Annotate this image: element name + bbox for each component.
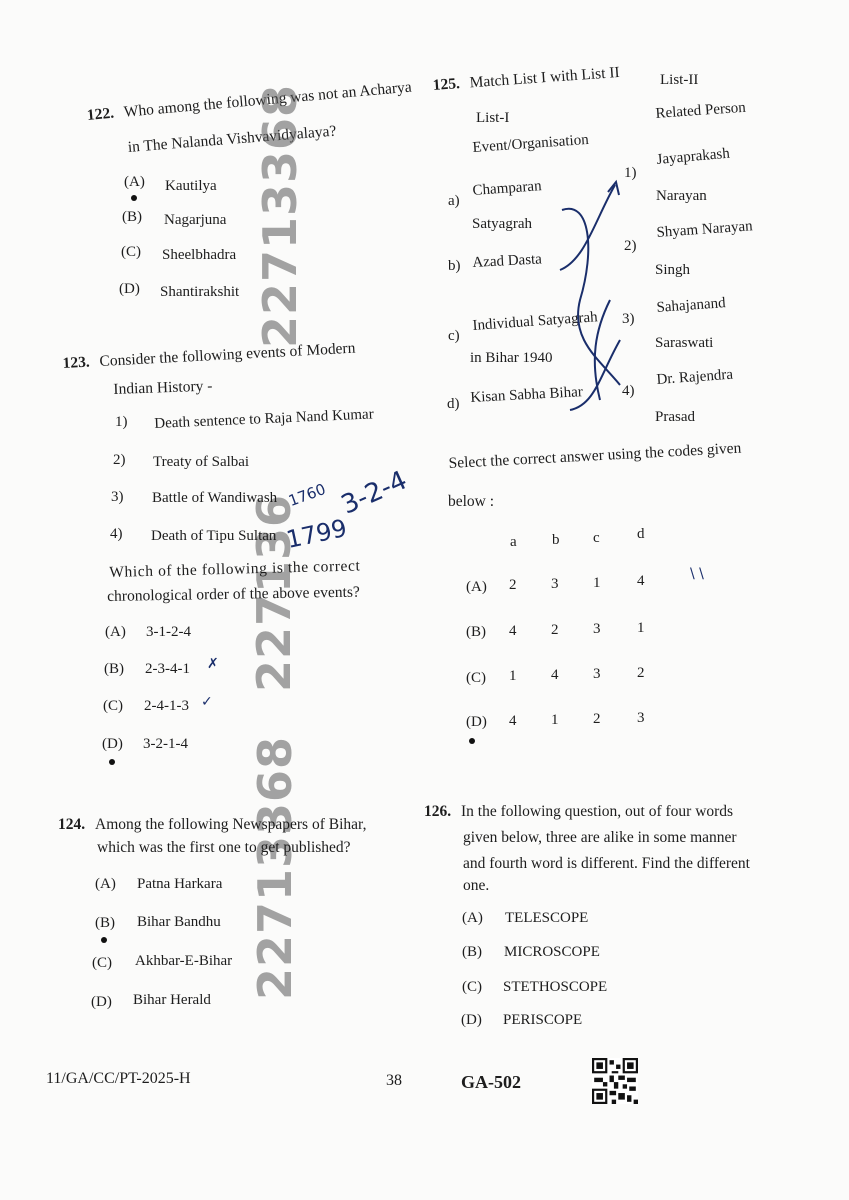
code-value: 4 bbox=[509, 713, 517, 729]
code-header: c bbox=[593, 530, 600, 546]
code-option-label: (B) bbox=[466, 624, 486, 640]
list2-item: Jayaprakash bbox=[656, 145, 731, 168]
option-text: Patna Harkara bbox=[137, 876, 223, 892]
question-number: 122. bbox=[86, 104, 115, 124]
option-label: (D) bbox=[91, 994, 112, 1010]
code-option-label: (A) bbox=[466, 579, 487, 595]
code-value: 1 bbox=[509, 668, 517, 684]
option-text: 2-3-4-1 bbox=[145, 661, 190, 677]
question-line: in The Nalanda Vishvavidyalaya? bbox=[127, 122, 337, 156]
option-text: Bihar Bandhu bbox=[137, 914, 221, 930]
code-value: 2 bbox=[509, 577, 517, 593]
question-number: 125. bbox=[432, 75, 461, 94]
serial-stamp: 22713368 bbox=[253, 83, 307, 348]
question-124-text bbox=[58, 813, 366, 837]
handwritten-cross-icon: ✗ bbox=[207, 656, 219, 672]
code-value: 2 bbox=[637, 665, 645, 681]
qr-code-icon bbox=[592, 1058, 638, 1104]
code-option-label: (D) bbox=[466, 714, 487, 730]
event-number: 1) bbox=[115, 414, 128, 430]
option-text: Bihar Herald bbox=[133, 992, 211, 1008]
option-label: (D) bbox=[461, 1012, 482, 1028]
page-number: 38 bbox=[386, 1072, 402, 1089]
code-value: 1 bbox=[593, 575, 601, 591]
list-subheading: Event/Organisation bbox=[472, 131, 590, 156]
question-line: Match List I with List II bbox=[469, 63, 621, 92]
list-heading: List-I bbox=[476, 110, 510, 126]
list2-key: 4) bbox=[622, 383, 635, 399]
handwritten-mark: \ \ bbox=[690, 566, 704, 582]
handwritten-note: 1799 bbox=[283, 513, 350, 555]
code-value: 1 bbox=[637, 620, 645, 636]
option-label: (C) bbox=[462, 979, 482, 995]
answer-mark-dot bbox=[469, 738, 475, 744]
question-line: Select the correct answer using the codes given bbox=[448, 439, 742, 472]
handwritten-cross-icon: ✓ bbox=[201, 694, 213, 710]
option-text: PERISCOPE bbox=[503, 1012, 583, 1028]
code-option-label: (C) bbox=[466, 670, 486, 686]
event-text: Battle of Wandiwash bbox=[152, 490, 278, 506]
footer-series-code: GA-502 bbox=[461, 1072, 521, 1092]
question-line: and fourth word is different. Find the different bbox=[463, 855, 750, 872]
question-line: Among the following Newspapers of Bihar, bbox=[95, 816, 367, 833]
question-line: given below, three are alike in some manner bbox=[463, 829, 737, 846]
option-label: (A) bbox=[95, 876, 116, 892]
code-value: 3 bbox=[637, 710, 645, 726]
option-text: Akhbar-E-Bihar bbox=[135, 953, 233, 969]
option-text: Shantirakshit bbox=[160, 284, 240, 300]
list1-item: Champaran bbox=[472, 178, 543, 199]
option-text: 3-2-1-4 bbox=[143, 736, 188, 752]
question-line: which was the first one to get published? bbox=[97, 839, 351, 856]
code-value: 4 bbox=[509, 623, 517, 639]
serial-stamp: 22713368 bbox=[248, 735, 302, 1000]
option-label: (C) bbox=[103, 698, 123, 714]
code-value: 4 bbox=[637, 573, 645, 589]
answer-mark-dot bbox=[131, 195, 137, 201]
list1-key: b) bbox=[448, 258, 461, 274]
list2-key: 2) bbox=[624, 238, 637, 254]
question-line: chronological order of the above events? bbox=[107, 583, 360, 605]
question-126-text bbox=[424, 800, 733, 824]
option-text: Sheelbhadra bbox=[162, 247, 237, 263]
option-label: (D) bbox=[119, 281, 140, 297]
question-123-text bbox=[62, 337, 356, 376]
list2-item: Sahajanand bbox=[656, 295, 727, 316]
option-label: (B) bbox=[95, 915, 115, 931]
question-122-text bbox=[86, 76, 413, 128]
code-value: 2 bbox=[593, 711, 601, 727]
list1-key: c) bbox=[448, 328, 460, 344]
option-text: STETHOSCOPE bbox=[503, 979, 608, 995]
list2-item: Shyam Narayan bbox=[656, 218, 754, 241]
list1-item: Azad Dasta bbox=[472, 251, 543, 271]
list2-item: Narayan bbox=[656, 188, 707, 204]
list1-item: Kisan Sabha Bihar bbox=[470, 384, 584, 406]
answer-mark-dot bbox=[109, 759, 115, 765]
question-line: below : bbox=[448, 493, 495, 510]
question-line: one. bbox=[463, 877, 490, 894]
event-number: 2) bbox=[113, 452, 126, 468]
list1-item: in Bihar 1940 bbox=[470, 350, 553, 366]
code-header: d bbox=[637, 526, 645, 542]
handwritten-matching-lines bbox=[540, 160, 650, 430]
option-label: (C) bbox=[121, 244, 141, 260]
list2-item: Dr. Rajendra bbox=[656, 366, 734, 388]
list2-item: Prasad bbox=[655, 409, 695, 425]
option-label: (C) bbox=[92, 955, 112, 971]
answer-mark-dot bbox=[101, 937, 107, 943]
option-text: TELESCOPE bbox=[505, 910, 589, 926]
list2-key: 3) bbox=[622, 311, 635, 327]
option-text: 2-4-1-3 bbox=[144, 698, 189, 714]
code-value: 3 bbox=[593, 621, 601, 637]
handwritten-answer: 3-2-4 bbox=[336, 465, 412, 521]
code-value: 4 bbox=[551, 667, 559, 683]
option-label: (D) bbox=[102, 736, 123, 752]
option-label: (A) bbox=[124, 174, 145, 190]
question-number: 123. bbox=[62, 353, 91, 372]
question-line: Which of the following is the correct bbox=[109, 557, 361, 581]
code-header: a bbox=[510, 534, 517, 550]
code-value: 1 bbox=[551, 712, 559, 728]
code-value: 3 bbox=[593, 666, 601, 682]
list1-item: Satyagrah bbox=[472, 216, 532, 232]
question-line: Indian History - bbox=[113, 377, 213, 398]
option-text: Nagarjuna bbox=[164, 212, 227, 228]
code-header: b bbox=[552, 532, 560, 548]
question-125-text bbox=[432, 61, 620, 98]
option-label: (B) bbox=[104, 661, 124, 677]
list1-key: a) bbox=[448, 193, 460, 209]
option-text: MICROSCOPE bbox=[504, 944, 600, 960]
option-text: Kautilya bbox=[165, 178, 217, 194]
list2-item: Singh bbox=[655, 262, 691, 278]
serial-stamp: 227136 bbox=[247, 493, 301, 692]
code-value: 2 bbox=[551, 622, 559, 638]
question-number: 126. bbox=[424, 803, 452, 820]
option-label: (A) bbox=[105, 624, 126, 640]
question-line: In the following question, out of four words bbox=[461, 803, 734, 820]
event-text: Treaty of Salbai bbox=[153, 454, 250, 470]
event-number: 4) bbox=[110, 526, 123, 542]
option-label: (B) bbox=[462, 944, 482, 960]
question-line: Consider the following events of Modern bbox=[99, 339, 356, 371]
option-label: (B) bbox=[122, 209, 142, 225]
event-text: Death sentence to Raja Nand Kumar bbox=[154, 406, 374, 432]
event-text: Death of Tipu Sultan bbox=[151, 528, 277, 544]
option-label: (A) bbox=[462, 910, 483, 926]
option-text: 3-1-2-4 bbox=[146, 624, 191, 640]
handwritten-note: 1760 bbox=[286, 480, 329, 510]
list-heading: List-II bbox=[660, 72, 699, 88]
list2-key: 1) bbox=[624, 165, 637, 181]
footer-paper-code: 11/GA/CC/PT-2025-H bbox=[46, 1070, 191, 1087]
event-number: 3) bbox=[111, 489, 124, 505]
question-number: 124. bbox=[58, 816, 86, 833]
list1-item: Individual Satyagrah bbox=[472, 309, 599, 334]
list2-item: Saraswati bbox=[655, 335, 714, 351]
list1-key: d) bbox=[447, 396, 460, 412]
code-value: 3 bbox=[551, 576, 559, 592]
question-line: Who among the following was not an Acharya bbox=[123, 78, 413, 121]
list-subheading: Related Person bbox=[655, 99, 747, 122]
